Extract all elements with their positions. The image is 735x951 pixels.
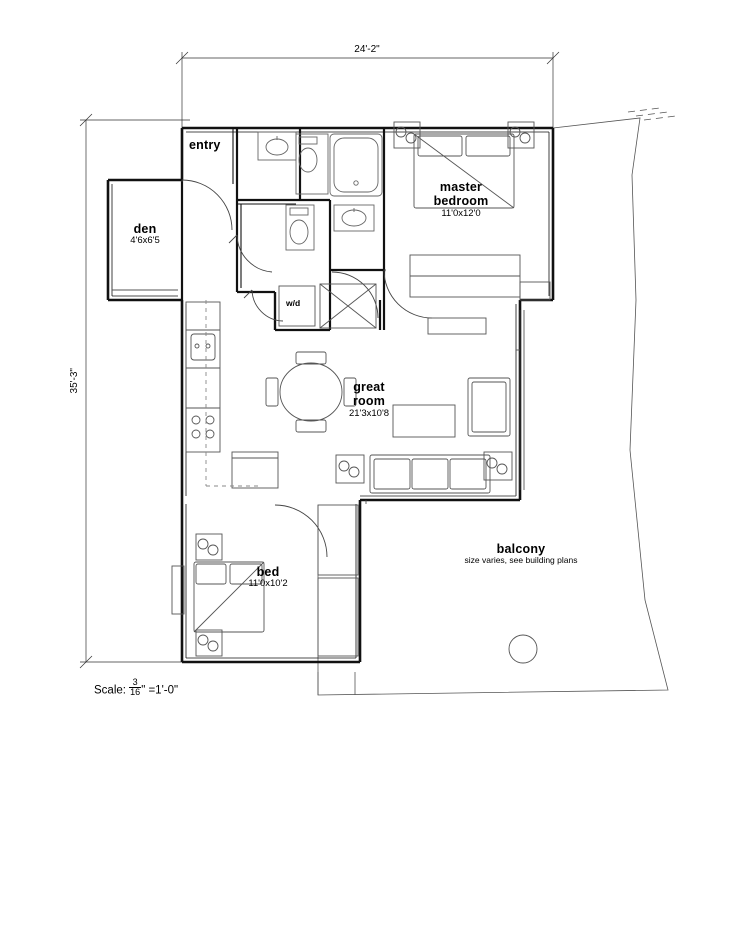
bed-name: bed [256, 565, 280, 579]
master-bedroom-name-line2: bedroom [433, 194, 489, 209]
living-furniture [336, 350, 520, 496]
glazing [366, 310, 524, 504]
overall-height-dimension: 35'-3" [68, 368, 80, 394]
great-room-dims: 21'3x10'8 [348, 407, 390, 419]
bathroom-fixtures [258, 132, 382, 250]
dining-set [266, 352, 356, 432]
room-label-balcony [465, 542, 578, 566]
master-bedroom-dims: 11'0x12'0 [441, 207, 481, 219]
kitchen-fixtures [186, 300, 278, 488]
scale-denominator: 16 [130, 687, 141, 697]
room-label-bed [248, 565, 287, 590]
room-label-great-room [349, 380, 389, 420]
den-dims: 4'6x6'5 [130, 235, 160, 247]
balcony-circle-feature [509, 635, 537, 663]
master-bedroom-furniture [394, 122, 550, 334]
overall-width-dimension: 24'-2" [354, 44, 380, 55]
room-label-den [130, 222, 160, 247]
room-label-entry: entry [189, 138, 221, 152]
scale-note [94, 678, 178, 698]
scale-numerator: 3 [129, 678, 141, 688]
interior-walls [182, 128, 384, 330]
dimension-lines [80, 52, 559, 668]
balcony-name: balcony [496, 542, 546, 556]
den-name: den [133, 222, 157, 236]
great-room-name-line1: great [353, 380, 385, 394]
scale-suffix: " =1'-0" [141, 684, 179, 697]
room-label-master-bedroom [434, 180, 489, 220]
scale-fraction [129, 678, 141, 697]
room-label-wd [286, 299, 300, 309]
scale-prefix: Scale: [94, 684, 130, 697]
master-bedroom-name-line1: master [439, 180, 483, 194]
wd-text: w/d [286, 298, 301, 308]
balcony-note: size varies, see building plans [464, 555, 578, 566]
great-room-name-line2: room [352, 394, 386, 409]
entry-detail [233, 128, 296, 288]
bed-dims: 11'0x10'2 [248, 578, 288, 590]
